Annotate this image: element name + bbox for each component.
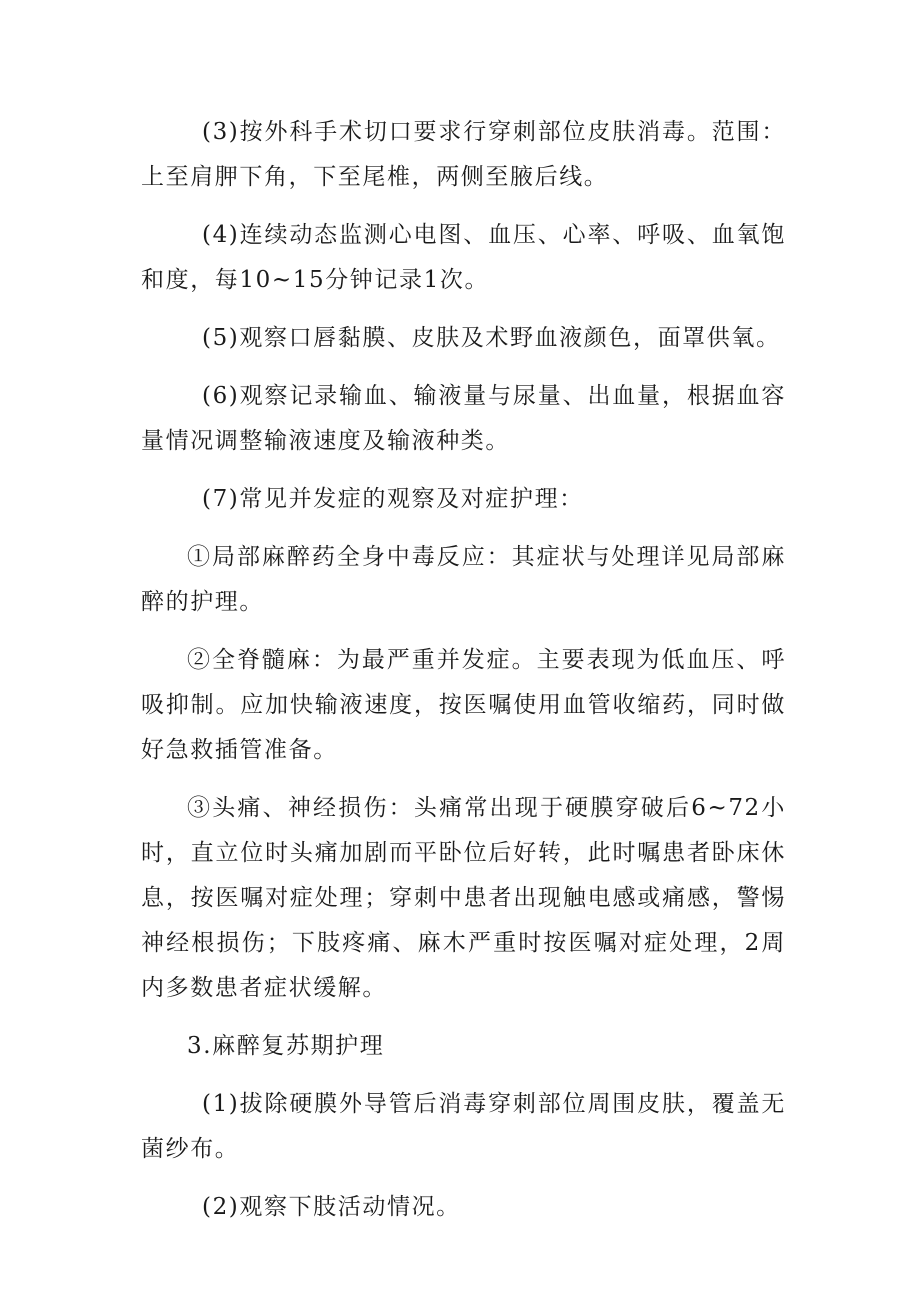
paragraph-item-6: (6)观察记录输血、输液量与尿量、出血量，根据血容量情况调整输液速度及输液种类。: [141, 383, 786, 454]
paragraph-complication-2: ②全脊髓麻：为最严重并发症。主要表现为低血压、呼吸抑制。应加快输液速度，按医嘱使用血管收缩药，同时做好急救插管准备。: [141, 647, 786, 763]
paragraph-item-3: (3)按外科手术切口要求行穿刺部位皮肤消毒。范围：上至肩胛下角，下至尾椎，两侧至腋后线。: [141, 119, 786, 190]
document-body: [141, 110, 786, 1243]
section-heading-recovery: 3.麻醉复苏期护理: [187, 1033, 385, 1059]
paragraph-item-4: (4)连续动态监测心电图、血压、心率、呼吸、血氧饱和度，每10~15分钟记录1次。: [141, 222, 786, 293]
paragraph-complication-3: ③头痛、神经损伤：头痛常出现于硬膜穿破后6~72小时，直立位时头痛加剧而平卧位后好转，此时嘱患者卧床休息，按医嘱对症处理；穿刺中患者出现触电感或痛感，警惕神经根损伤；下肢疼痛、麻木严重时按医嘱对症处理，2周内多数患者症状缓解。: [141, 795, 786, 1001]
paragraph-complication-1: ①局部麻醉药全身中毒反应：其症状与处理详见局部麻醉的护理。: [141, 544, 786, 615]
paragraph-recovery-1: (1)拔除硬膜外导管后消毒穿刺部位周围皮肤，覆盖无菌纱布。: [141, 1091, 786, 1162]
paragraph-recovery-2: (2)观察下肢活动情况。: [202, 1194, 461, 1220]
paragraph-item-5: (5)观察口唇黏膜、皮肤及术野血液颜色，面罩供氧。: [202, 325, 781, 351]
paragraph-item-7: (7)常见并发症的观察及对症护理：: [202, 486, 584, 512]
